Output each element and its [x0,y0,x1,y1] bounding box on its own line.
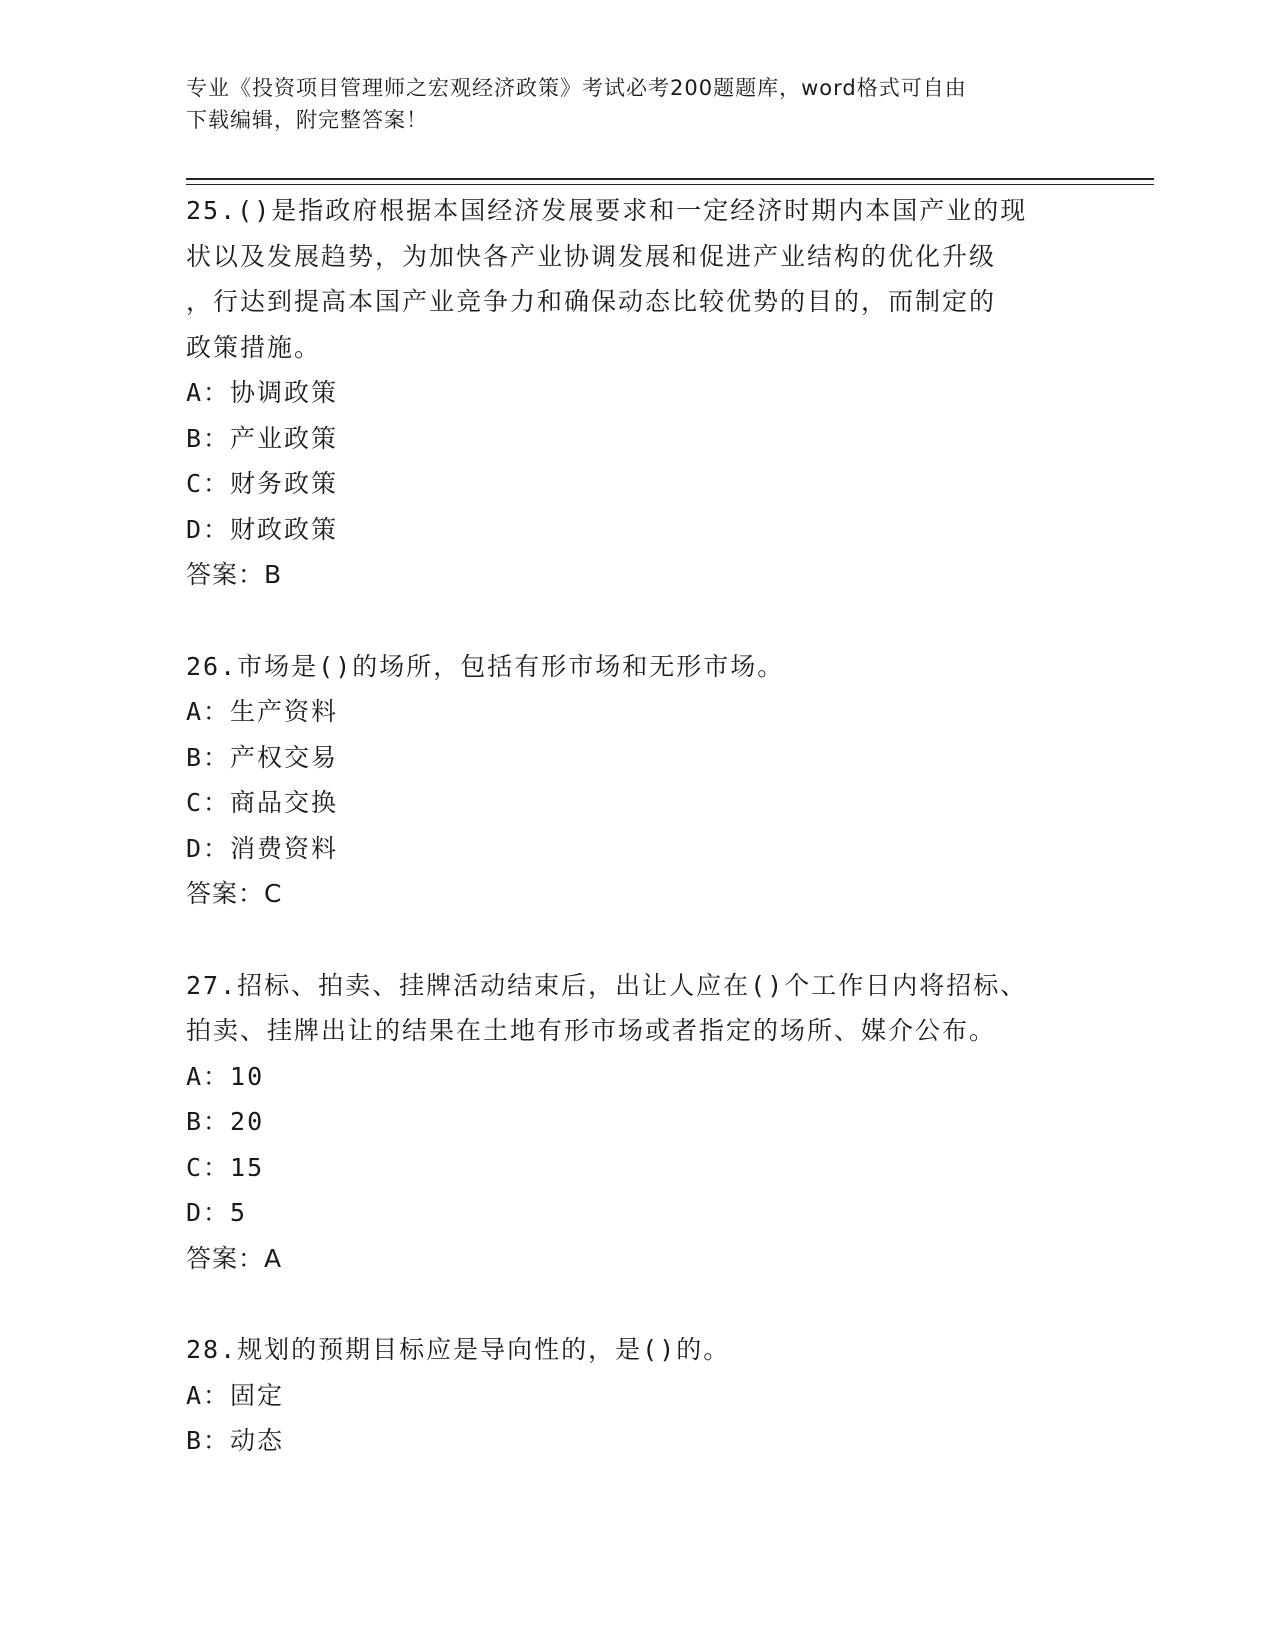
question-list [186,188,1086,1510]
stem-line: 拍卖、挂牌出让的结果在土地有形市场或者指定的场所、媒介公布。 [186,1016,997,1045]
stem-line: 25.()是指政府根据本国经济发展要求和一定经济时期内本国产业的现 [186,196,1028,225]
stem-line: 26.市场是()的场所，包括有形市场和无形市场。 [186,651,785,681]
question-25 [186,188,1086,598]
option-b: B：动态 [186,1426,285,1455]
option-a: A：生产资料 [186,697,339,726]
stem-line: 27.招标、拍卖、挂牌活动结束后，出让人应在()个工作日内将招标、 [186,970,1028,1000]
document-header [186,72,1066,136]
option-a: A：固定 [186,1380,285,1410]
header-divider-thick [186,178,1154,180]
question-stem [186,963,1086,1054]
option-c: C：财务政策 [186,469,339,498]
answer-label: 答案：A [186,1243,283,1273]
option-c: C：商品交换 [186,788,339,817]
option-a: A：协调政策 [186,378,339,407]
question-stem [186,188,1086,370]
stem-line: 政策措施。 [186,332,322,362]
header-divider-thin [186,184,1154,185]
option-c: C：15 [186,1152,265,1182]
answer-label: 答案：B [186,560,283,589]
stem-line: 状以及发展趋势，为加快各产业协调发展和促进产业结构的优化升级 [186,241,997,271]
answer-label: 答案：C [186,879,283,908]
question-28 [186,1327,1086,1464]
stem-line: ，行达到提高本国产业竞争力和确保动态比较优势的目的，而制定的 [186,287,997,316]
question-stem [186,1327,1086,1373]
option-b: B：产权交易 [186,742,339,772]
option-d: D：消费资料 [186,833,339,863]
question-27 [186,963,1086,1282]
option-a: A：10 [186,1061,265,1091]
stem-line: 28.规划的预期目标应是导向性的，是()的。 [186,1335,731,1364]
header-line-2: 下载编辑，附完整答案！ [186,108,428,132]
question-26 [186,644,1086,917]
option-b: B：20 [186,1107,265,1136]
option-d: D：财政政策 [186,514,339,544]
option-b: B：产业政策 [186,423,339,453]
question-stem [186,644,1086,690]
header-line-1: 专业《投资项目管理师之宏观经济政策》考试必考200题题库，word格式可自由 [186,76,967,100]
option-d: D：5 [186,1198,248,1227]
